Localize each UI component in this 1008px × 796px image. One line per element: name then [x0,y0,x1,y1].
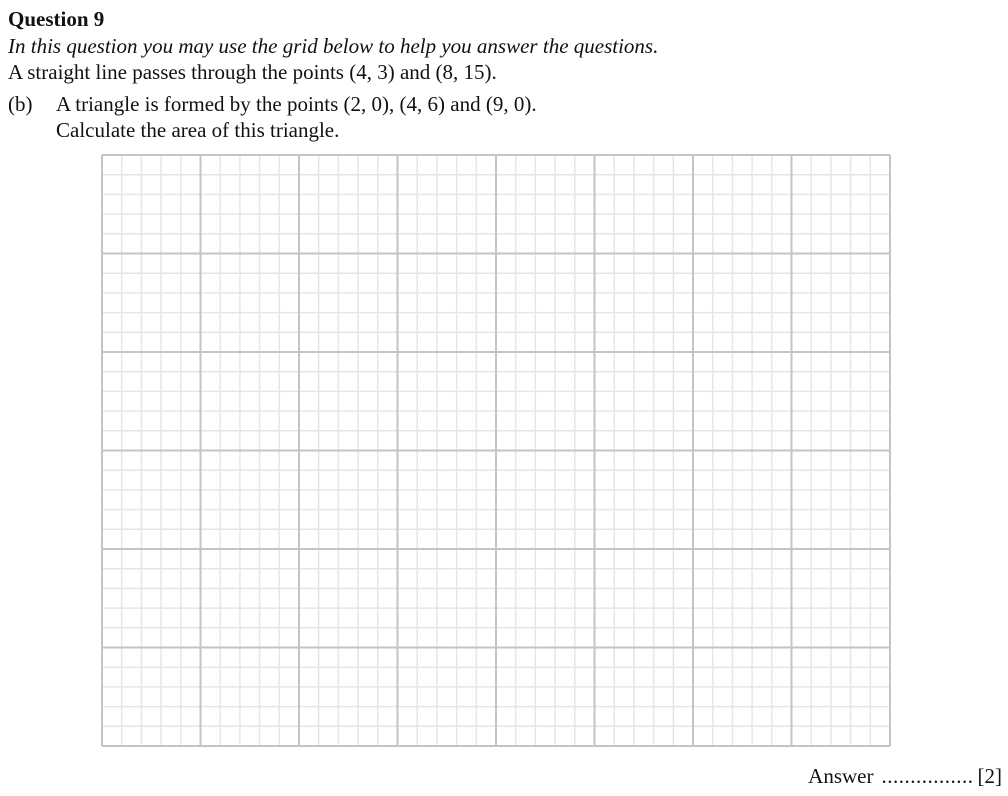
question-instruction: In this question you may use the grid below to help you answer the questions. [8,34,659,58]
answer-line [808,764,1002,788]
part-label: (b) [8,92,33,116]
answer-label: Answer [808,764,874,788]
question-stem: A straight line passes through the points (4, 3) and (8, 15). [8,60,497,84]
graph-paper-grid[interactable] [101,154,891,747]
marks-label: [2] [977,764,1002,788]
part-text-line-1: A triangle is formed by the points (2, 0), (4, 6) and (9, 0). [56,92,537,116]
question-title: Question 9 [8,7,105,31]
grid-canvas[interactable] [101,154,891,747]
answer-blank[interactable]: ................ [881,764,974,788]
part-text-line-2: Calculate the area of this triangle. [56,118,340,142]
